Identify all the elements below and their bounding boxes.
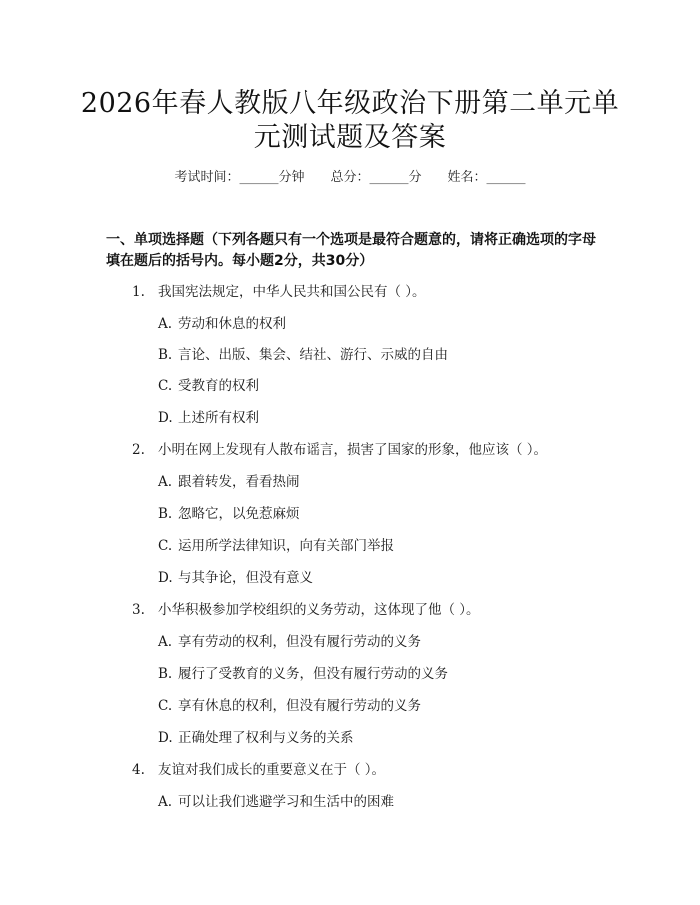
option-text: 享有休息的权利，但没有履行劳动的义务 <box>178 698 421 714</box>
question-number: 4. <box>132 762 145 778</box>
option-letter: B. <box>158 347 173 363</box>
option-text: 忽略它，以免惹麻烦 <box>178 506 300 522</box>
option-text: 运用所学法律知识，向有关部门举报 <box>178 538 394 554</box>
student-name-field: 姓名：______ <box>447 170 526 185</box>
question-3-option-b <box>158 664 448 684</box>
option-letter: D. <box>158 570 173 586</box>
option-letter: D. <box>158 410 173 426</box>
question-3-option-a <box>158 632 421 652</box>
question-2-option-a <box>158 472 300 492</box>
option-text: 可以让我们逃避学习和生活中的困难 <box>178 794 394 810</box>
question-3-option-c <box>158 696 421 716</box>
question-2-option-b <box>158 504 300 524</box>
exam-time-field: 考试时间：______分钟 <box>174 170 305 185</box>
option-letter: A. <box>158 794 173 810</box>
option-text: 上述所有权利 <box>178 410 259 426</box>
question-1-option-b <box>158 345 448 365</box>
question-2 <box>132 440 547 460</box>
total-score-field: 总分：______分 <box>330 170 422 185</box>
question-number: 3. <box>132 602 145 618</box>
option-letter: D. <box>158 730 173 746</box>
question-text: 我国宪法规定，中华人民共和国公民有（ ）。 <box>158 284 426 300</box>
question-1-option-c <box>158 376 259 396</box>
page-title-line-2: 元测试题及答案 <box>253 122 447 153</box>
option-letter: C. <box>158 538 173 554</box>
option-text: 跟着转发，看看热闹 <box>178 474 300 490</box>
question-number: 2. <box>132 442 145 458</box>
option-text: 正确处理了权利与义务的关系 <box>178 730 354 746</box>
question-4-option-a <box>158 792 394 812</box>
option-text: 享有劳动的权利，但没有履行劳动的义务 <box>178 634 421 650</box>
option-text: 履行了受教育的义务，但没有履行劳动的义务 <box>178 666 448 682</box>
question-2-option-c <box>158 536 394 556</box>
question-1-option-d <box>158 408 259 428</box>
option-letter: C. <box>158 698 173 714</box>
question-3-option-d <box>158 728 354 748</box>
option-letter: A. <box>158 316 173 332</box>
section-heading-line-2: 填在题后的括号内。每小题2分，共30分） <box>106 253 374 269</box>
option-letter: B. <box>158 666 173 682</box>
question-2-option-d <box>158 568 313 588</box>
page-title-line-1: 2026年春人教版八年级政治下册第二单元单 <box>80 88 620 119</box>
question-4 <box>132 760 385 780</box>
option-letter: C. <box>158 378 173 394</box>
option-text: 言论、出版、集会、结社、游行、示威的自由 <box>178 347 448 363</box>
option-letter: A. <box>158 634 173 650</box>
question-text: 小华积极参加学校组织的义务劳动，这体现了他（ ）。 <box>158 602 480 618</box>
option-text: 受教育的权利 <box>178 378 259 394</box>
question-text: 小明在网上发现有人散布谣言，损害了国家的形象，他应该（ ）。 <box>158 442 548 458</box>
option-letter: B. <box>158 506 173 522</box>
question-number: 1. <box>132 284 145 300</box>
question-1 <box>132 282 426 302</box>
option-text: 与其争论，但没有意义 <box>178 570 313 586</box>
section-heading-line-1: 一、单项选择题（下列各题只有一个选项是最符合题意的，请将正确选项的字母 <box>106 232 596 248</box>
option-letter: A. <box>158 474 173 490</box>
question-1-option-a <box>158 314 286 334</box>
option-text: 劳动和休息的权利 <box>178 316 286 332</box>
question-text: 友谊对我们成长的重要意义在于（ ）。 <box>158 762 386 778</box>
question-3 <box>132 600 480 620</box>
exam-meta <box>0 168 700 188</box>
